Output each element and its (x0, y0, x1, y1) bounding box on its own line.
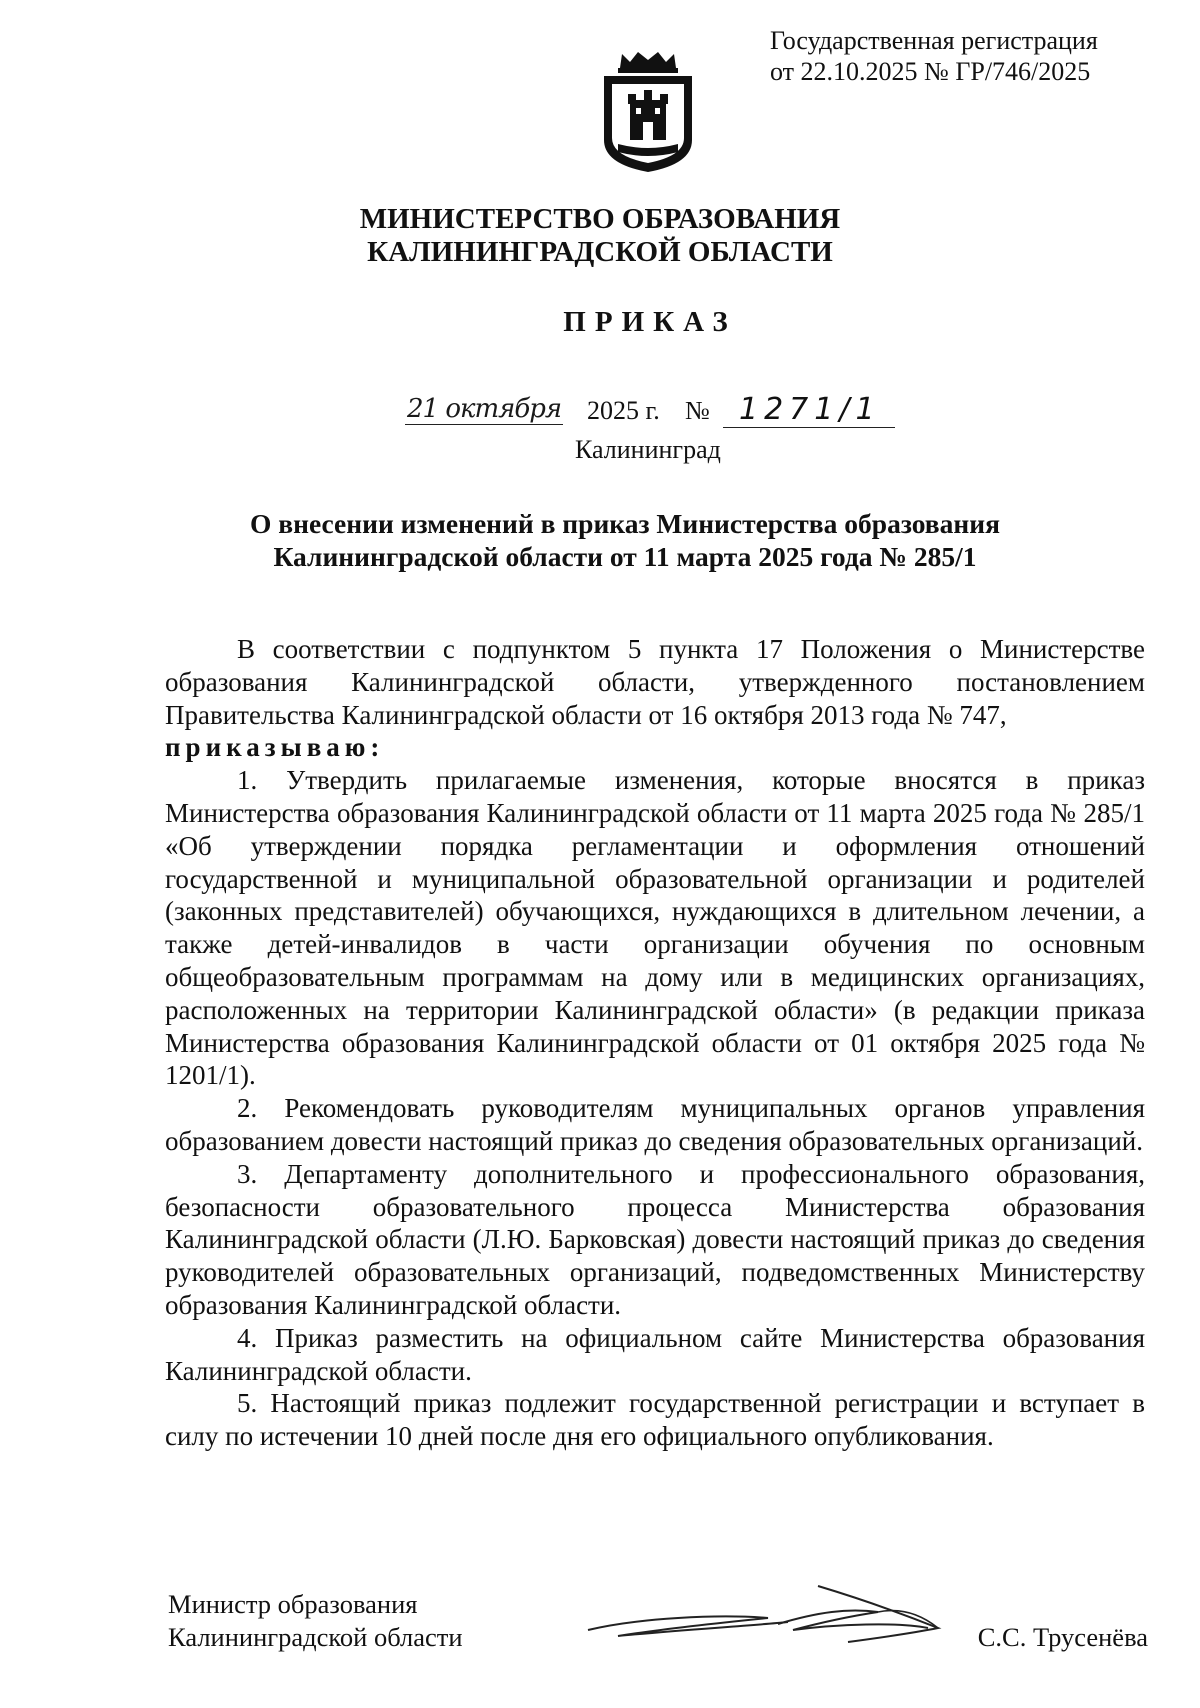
item-4: 4. Приказ разместить на официальном сайте Министерства образования Калининградской области. (165, 1322, 1145, 1386)
title-line-2: Калининградской области от 11 марта 2025 года № 285/1 (273, 541, 977, 572)
decree-paragraph (165, 731, 1145, 764)
item-1: 1. Утвердить прилагаемые изменения, которые вносятся в приказ Министерства образования Калининградской области от 11 марта 2025 года № 285/1 «Об утверждении порядка регламентации и оформления отношений государственной и муниципальной образовательной организации и родителей (законных представителей) обучающихся, нуждающихся в длительном лечении, а также детей-инвалидов в части организации обучения по основным общеобразовательным программам на дому или в медицинских организациях, расположенных на территории Калининградской области» (в редакции приказа Министерства образования Калининградской области от 01 октября 2025 года № 1201/1). (165, 765, 1145, 1091)
order-city: Калининград (575, 435, 721, 464)
signer-position-line-1: Министр образования (168, 1589, 418, 1619)
registration-line-2: от 22.10.2025 № ГР/746/2025 (770, 57, 1091, 86)
signer-name: С.С. Трусенёва (977, 1622, 1148, 1652)
document-type: ПРИКАЗ (563, 306, 737, 338)
order-number-sign: № (685, 396, 710, 425)
registration-stamp (770, 25, 1098, 87)
preamble-text: В соответствии с подпунктом 5 пункта 17 Положения о Министерстве образования Калининградской области, утвержденного постановлением Правительства Калининградской области от 16 октября 2013 года № 747, (165, 634, 1145, 730)
order-number-handwritten: 1271/1 (723, 392, 895, 428)
order-date-number (405, 394, 905, 438)
document-title (0, 507, 1200, 573)
ministry-header (0, 203, 1200, 269)
title-line-1: О внесении изменений в приказ Министерства образования (250, 508, 1000, 539)
handwritten-signature (578, 1578, 978, 1648)
ministry-line-1: МИНИСТЕРСТВО ОБРАЗОВАНИЯ (359, 203, 841, 235)
item-5: 5. Настоящий приказ подлежит государственной регистрации и вступает в силу по истечении 10 дней после дня его официального опубликования. (165, 1388, 1145, 1452)
item-2: 2. Рекомендовать руководителям муниципальных органов управления образованием довести настоящий приказ до сведения образовательных организаций. (165, 1093, 1145, 1156)
item-3: 3. Департаменту дополнительного и профессионального образования, безопасности образовательного процесса Министерства образования Калининградской области (Л.Ю. Барковская) довести настоящий приказ до сведения руководителей образовательных организаций, подведомственных Министерству образования Калининградской области. (165, 1158, 1145, 1320)
signature-block (168, 1588, 1148, 1658)
order-date-handwritten: 21 октября (407, 394, 562, 424)
ministry-line-2: КАЛИНИНГРАДСКОЙ ОБЛАСТИ (367, 236, 833, 268)
order-year: 2025 г. (587, 396, 660, 425)
registration-line-1: Государственная регистрация (770, 26, 1098, 55)
coat-of-arms-icon (600, 48, 696, 174)
preamble-paragraph (165, 633, 1145, 731)
document-body (165, 633, 1145, 1453)
signer-position-line-2: Калининградской области (168, 1622, 463, 1652)
decree-word: приказываю: (165, 732, 385, 763)
